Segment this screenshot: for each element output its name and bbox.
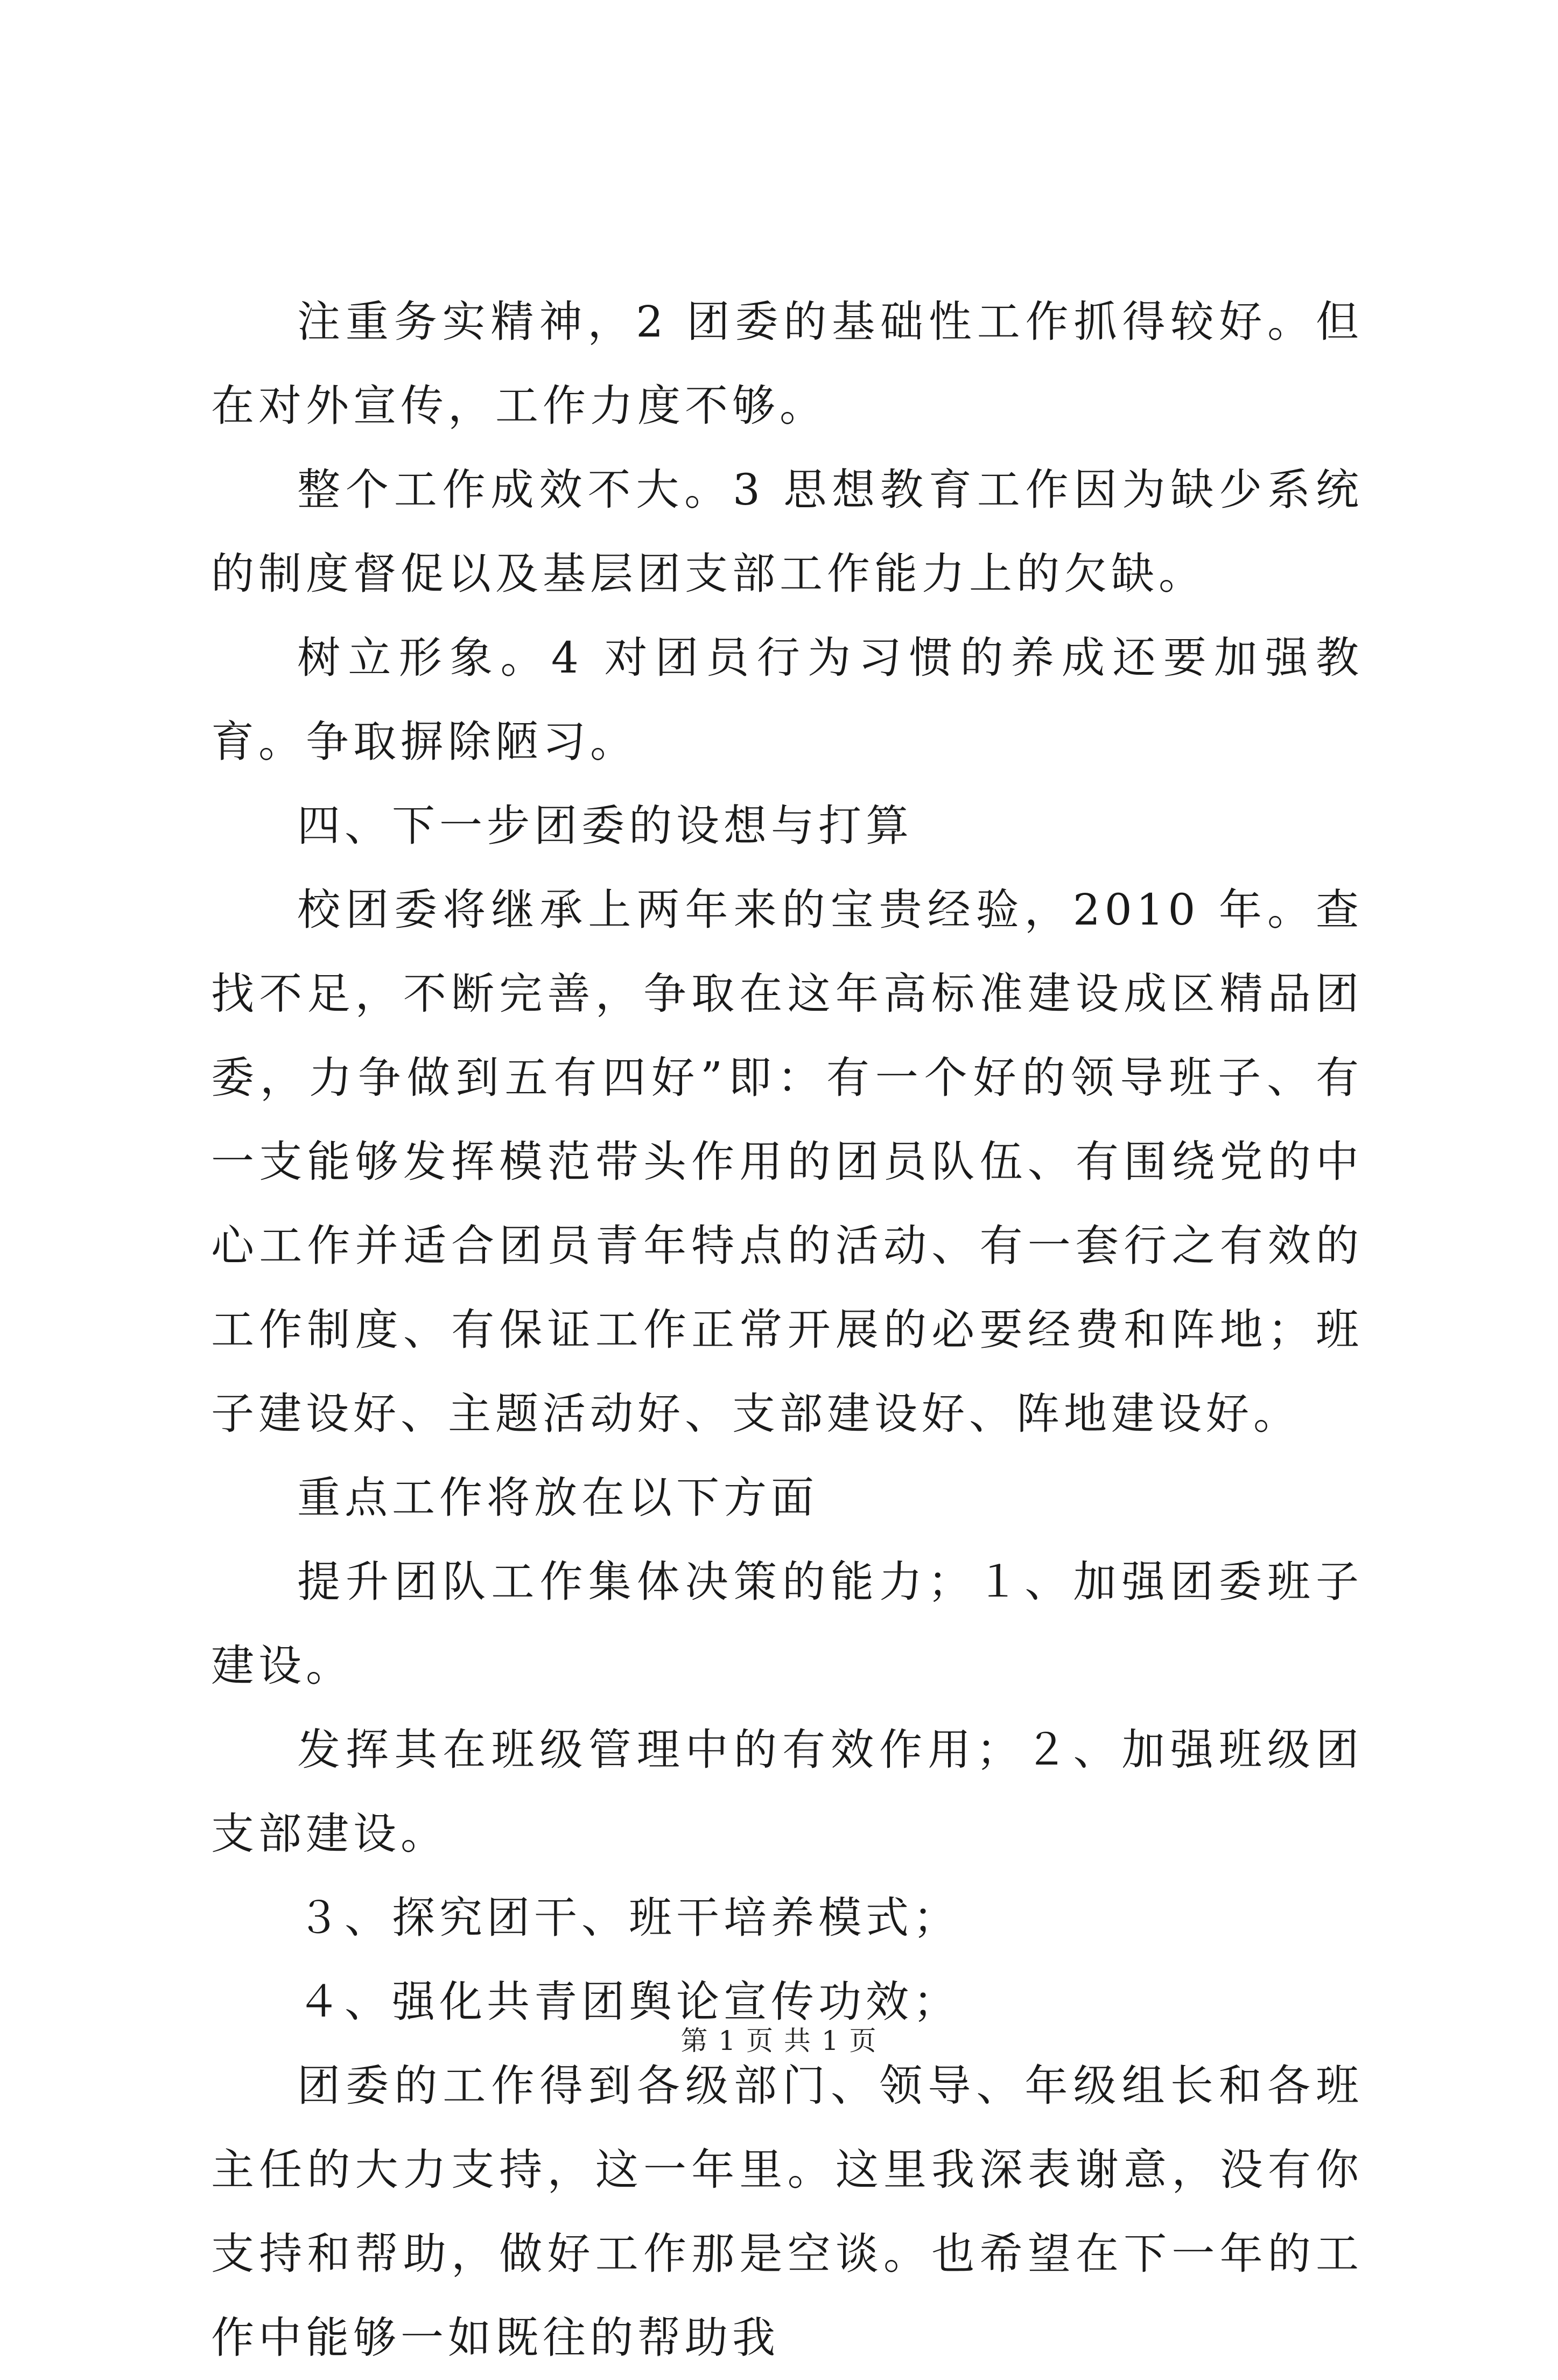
paragraph-2: 整个工作成效不大。3 思想教育工作因为缺少系统的制度督促以及基层团支部工作能力上的欠缺。 bbox=[211, 465, 1363, 599]
paragraph-8: 团委的工作得到各级部门、领导、年级组长和各班主任的大力支持，这一年里。这里我深表谢意，没有你支持和帮助，做好工作那是空谈。也希望在下一年的工作中能够一如既往的帮助我 bbox=[211, 2061, 1363, 2363]
paragraph-7: 发挥其在班级管理中的有效作用；２、加强班级团支部建设。 bbox=[211, 1725, 1363, 1859]
list-item-3: ３、探究团干、班干培养模式； bbox=[297, 1893, 960, 1943]
paragraph-6: 提升团队工作集体决策的能力；１、加强团委班子建设。 bbox=[211, 1557, 1363, 1691]
list-item-4: ４、强化共青团舆论宣传功效； bbox=[297, 1977, 960, 2027]
paragraph-4: 校团委将继承上两年来的宝贵经验，2010 年。查找不足，不断完善，争取在这年高标准建设成区精品团委，力争做到五有四好”即：有一个好的领导班子、有一支能够发挥模范带头作用的团员队伍、有围绕党的中心工作并适合团员青年特点的活动、有一套行之有效的工作制度、有保证工作正常开展的必要经费和阵地；班子建设好、主题活动好、支部建设好、阵地建设好。 bbox=[211, 885, 1363, 1439]
paragraph-1: 注重务实精神，2 团委的基础性工作抓得较好。但在对外宣传，工作力度不够。 bbox=[211, 297, 1363, 431]
paragraph-5: 重点工作将放在以下方面 bbox=[297, 1473, 818, 1523]
paragraph-3: 树立形象。4 对团员行为习惯的养成还要加强教育。争取摒除陋习。 bbox=[211, 633, 1363, 767]
page-number-label: 第 1 页 共 1 页 bbox=[680, 2025, 878, 2056]
page-footer bbox=[0, 2019, 1558, 2058]
section-heading: 四、下一步团委的设想与打算 bbox=[297, 801, 913, 851]
document-body bbox=[211, 280, 1363, 2380]
